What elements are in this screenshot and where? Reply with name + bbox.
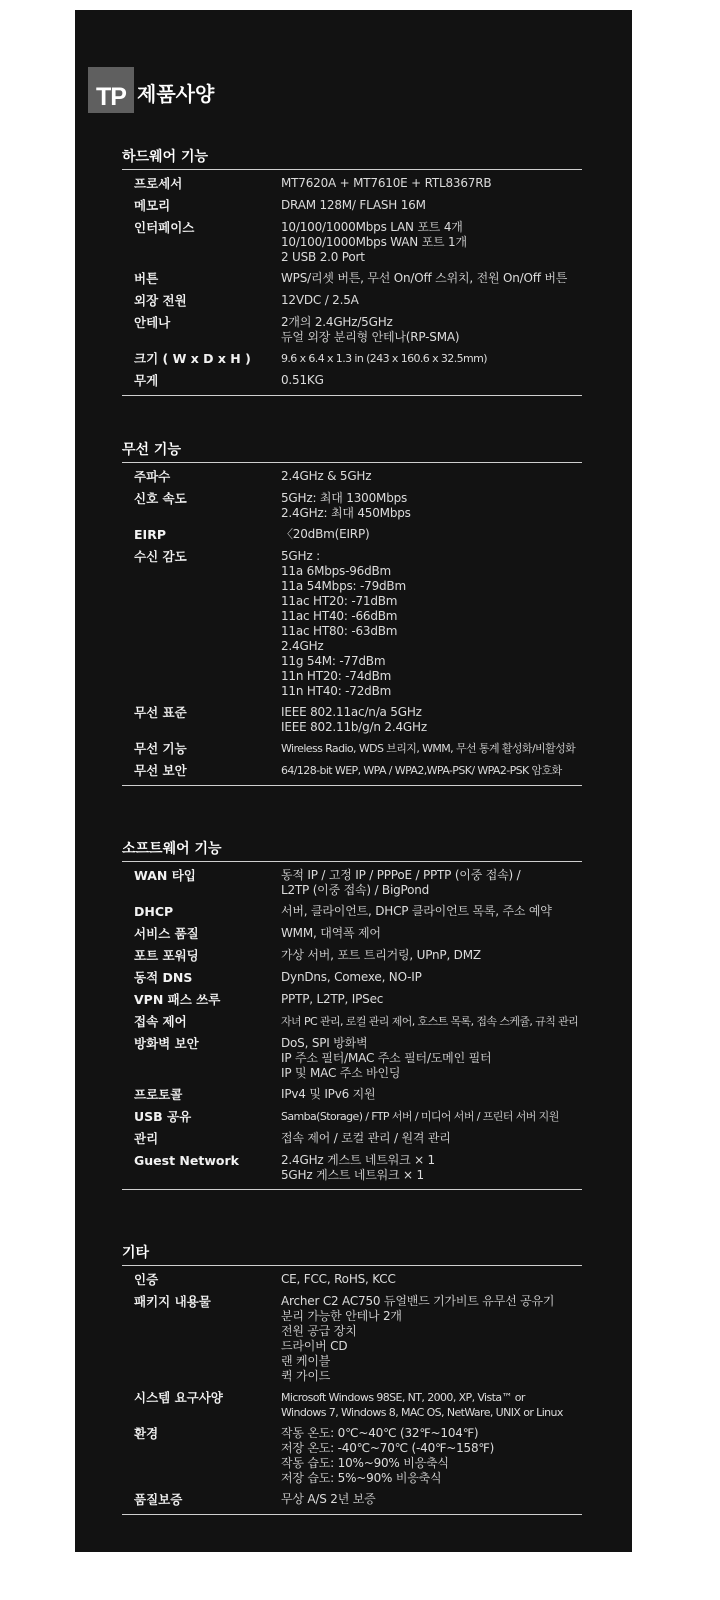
spec-label: 시스템 요구사양 [134,1390,223,1405]
spec-row [122,1109,582,1125]
spec-label: WAN 타입 [134,868,196,883]
spec-value: WPS/리셋 버튼, 무선 On/Off 스위치, 전원 On/Off 버튼 [281,271,568,285]
spec-label: 무선 보안 [134,763,187,778]
spec-value: 자녀 PC 관리, 로컬 관리 제어, 호스트 목록, 접속 스케쥴, 규칙 관리 [281,1015,579,1028]
spec-value: 작동 온도: 0℃~40℃ (32℉~104℉) 저장 온도: -40℃~70℃ (-40℉~158℉) 작동 습도: 10%~90% 비응축식 저장 습도: 5%~90% 비응축식 [281,1426,495,1485]
spec-value: Wireless Radio, WDS 브리지, WMM, 무선 통계 활성화/비활성화 [281,742,576,755]
section-wireless [122,438,582,786]
spec-value: 〈20dBm(EIRP) [281,527,370,541]
spec-label: VPN 패스 쓰루 [134,992,221,1007]
spec-label: Guest Network [134,1153,239,1168]
spec-panel [75,10,632,1552]
spec-row [122,992,582,1008]
spec-row [122,271,582,287]
spec-value: PPTP, L2TP, IPSec [281,992,384,1006]
spec-row [122,1426,582,1486]
spec-value: IEEE 802.11ac/n/a 5GHz IEEE 802.11b/g/n 2.4GHz [281,705,427,734]
spec-label: 접속 제어 [134,1014,187,1029]
spec-row [122,741,582,757]
spec-row [122,970,582,986]
spec-label: 신호 속도 [134,491,187,506]
spec-label: 메모리 [134,198,171,213]
spec-value: 5GHz: 최대 1300Mbps 2.4GHz: 최대 450Mbps [281,491,411,520]
spec-value: 서버, 클라이언트, DHCP 클라이언트 목록, 주소 예약 [281,904,552,918]
section-bottom-rule [122,785,582,786]
spec-label: 인증 [134,1272,159,1287]
spec-label: 안테나 [134,315,171,330]
spec-value: 64/128-bit WEP, WPA / WPA2,WPA-PSK/ WPA2-PSK 암호화 [281,764,562,777]
spec-value: 12VDC / 2.5A [281,293,359,307]
spec-value: 5GHz : 11a 6Mbps-96dBm 11a 54Mbps: -79dBm 11ac HT20: -71dBm 11ac HT40: -66dBm 11ac HT80: -63dBm 2.4GHz 11g 54M: -77dBm 11n HT20: -74dBm 11n HT40: -72dBm [281,549,406,698]
spec-row [122,763,582,779]
spec-row [122,1294,582,1384]
spec-label: 패키지 내용물 [134,1294,211,1309]
spec-row [122,926,582,942]
spec-row [122,491,582,521]
section-software [122,837,582,1190]
spec-row [122,220,582,265]
spec-value: 9.6 x 6.4 x 1.3 in (243 x 160.6 x 32.5mm) [281,352,487,365]
spec-row [122,1131,582,1147]
spec-label: 외장 전원 [134,293,187,308]
spec-row [122,1272,582,1288]
spec-row [122,315,582,345]
spec-label: 주파수 [134,469,171,484]
spec-label: EIRP [134,527,166,542]
spec-row [122,549,582,699]
spec-row [122,1390,582,1420]
spec-label: 무게 [134,373,159,388]
spec-row [122,904,582,920]
spec-label: DHCP [134,904,174,919]
spec-label: 동적 DNS [134,970,193,985]
spec-value: 2.4GHz & 5GHz [281,469,372,483]
spec-row [122,948,582,964]
spec-header [88,67,214,113]
spec-value: 10/100/1000Mbps LAN 포트 4개 10/100/1000Mbps WAN 포트 1개 2 USB 2.0 Port [281,220,467,264]
section-title: 소프트웨어 기능 [122,841,222,857]
spec-label: 무선 표준 [134,705,187,720]
spec-value: 2개의 2.4GHz/5GHz 듀얼 외장 분리형 안테나(RP-SMA) [281,315,460,344]
spec-value: MT7620A + MT7610E + RTL8367RB [281,176,492,190]
spec-label: 프로토콜 [134,1087,183,1102]
spec-value: Archer C2 AC750 듀얼밴드 기가비트 유무선 공유기 분리 가능한 안테나 2개 전원 공급 장치 드라이버 CD 랜 케이블 퀵 가이드 [281,1294,555,1383]
spec-label: 인터페이스 [134,220,195,235]
spec-label: 포트 포워딩 [134,948,199,963]
spec-rows [122,1266,582,1508]
section-title: 하드웨어 기능 [122,149,209,165]
tp-logo: TP [88,67,134,113]
spec-rows [122,463,582,779]
spec-label: 프로세서 [134,176,183,191]
spec-value: DoS, SPI 방화벽 IP 주소 필터/MAC 주소 필터/도메인 필터 IP 및 MAC 주소 바인딩 [281,1036,492,1080]
section-etc [122,1241,582,1515]
spec-value: DRAM 128M/ FLASH 16M [281,198,426,212]
spec-row [122,469,582,485]
spec-value: 동적 IP / 고정 IP / PPPoE / PPTP (이중 접속) / L2TP (이중 접속) / BigPond [281,868,521,897]
spec-row [122,176,582,192]
section-bottom-rule [122,1189,582,1190]
section-title: 기타 [122,1245,150,1261]
section-hardware [122,145,582,396]
spec-row [122,1014,582,1030]
spec-label: 환경 [134,1426,159,1441]
spec-label: 방화벽 보안 [134,1036,199,1051]
spec-value: WMM, 대역폭 제어 [281,926,381,940]
spec-label: 크기 ( W x D x H ) [134,351,251,366]
section-title: 무선 기능 [122,442,181,458]
spec-rows [122,170,582,389]
page-title: 제품사양 [137,81,215,106]
spec-row [122,1492,582,1508]
spec-label: 수신 감도 [134,549,187,564]
spec-label: 무선 기능 [134,741,187,756]
section-bottom-rule [122,395,582,396]
spec-row [122,1087,582,1103]
spec-label: 관리 [134,1131,159,1146]
spec-row [122,351,582,367]
spec-label: USB 공유 [134,1109,192,1124]
spec-row [122,1153,582,1183]
spec-label: 버튼 [134,271,159,286]
spec-label: 서비스 품질 [134,926,199,941]
spec-value: DynDns, Comexe, NO-IP [281,970,422,984]
spec-row [122,198,582,214]
spec-value: CE, FCC, RoHS, KCC [281,1272,396,1286]
spec-row [122,1036,582,1081]
spec-value: Microsoft Windows 98SE, NT, 2000, XP, Vista™ or Windows 7, Windows 8, MAC OS, NetWare, UNIX or Linux [281,1391,563,1419]
spec-row [122,868,582,898]
spec-row [122,373,582,389]
spec-value: IPv4 및 IPv6 지원 [281,1087,376,1101]
section-bottom-rule [122,1514,582,1515]
spec-value: 2.4GHz 게스트 네트워크 × 1 5GHz 게스트 네트워크 × 1 [281,1153,435,1182]
spec-rows [122,862,582,1183]
spec-row [122,527,582,543]
spec-value: Samba(Storage) / FTP 서버 / 미디어 서버 / 프린터 서버 지원 [281,1110,559,1123]
spec-row [122,705,582,735]
spec-row [122,293,582,309]
spec-value: 무상 A/S 2년 보증 [281,1492,376,1506]
spec-value: 접속 제어 / 로컬 관리 / 원격 관리 [281,1131,451,1145]
spec-value: 가상 서버, 포트 트리거링, UPnP, DMZ [281,948,481,962]
spec-label: 품질보증 [134,1492,183,1507]
spec-value: 0.51KG [281,373,324,387]
